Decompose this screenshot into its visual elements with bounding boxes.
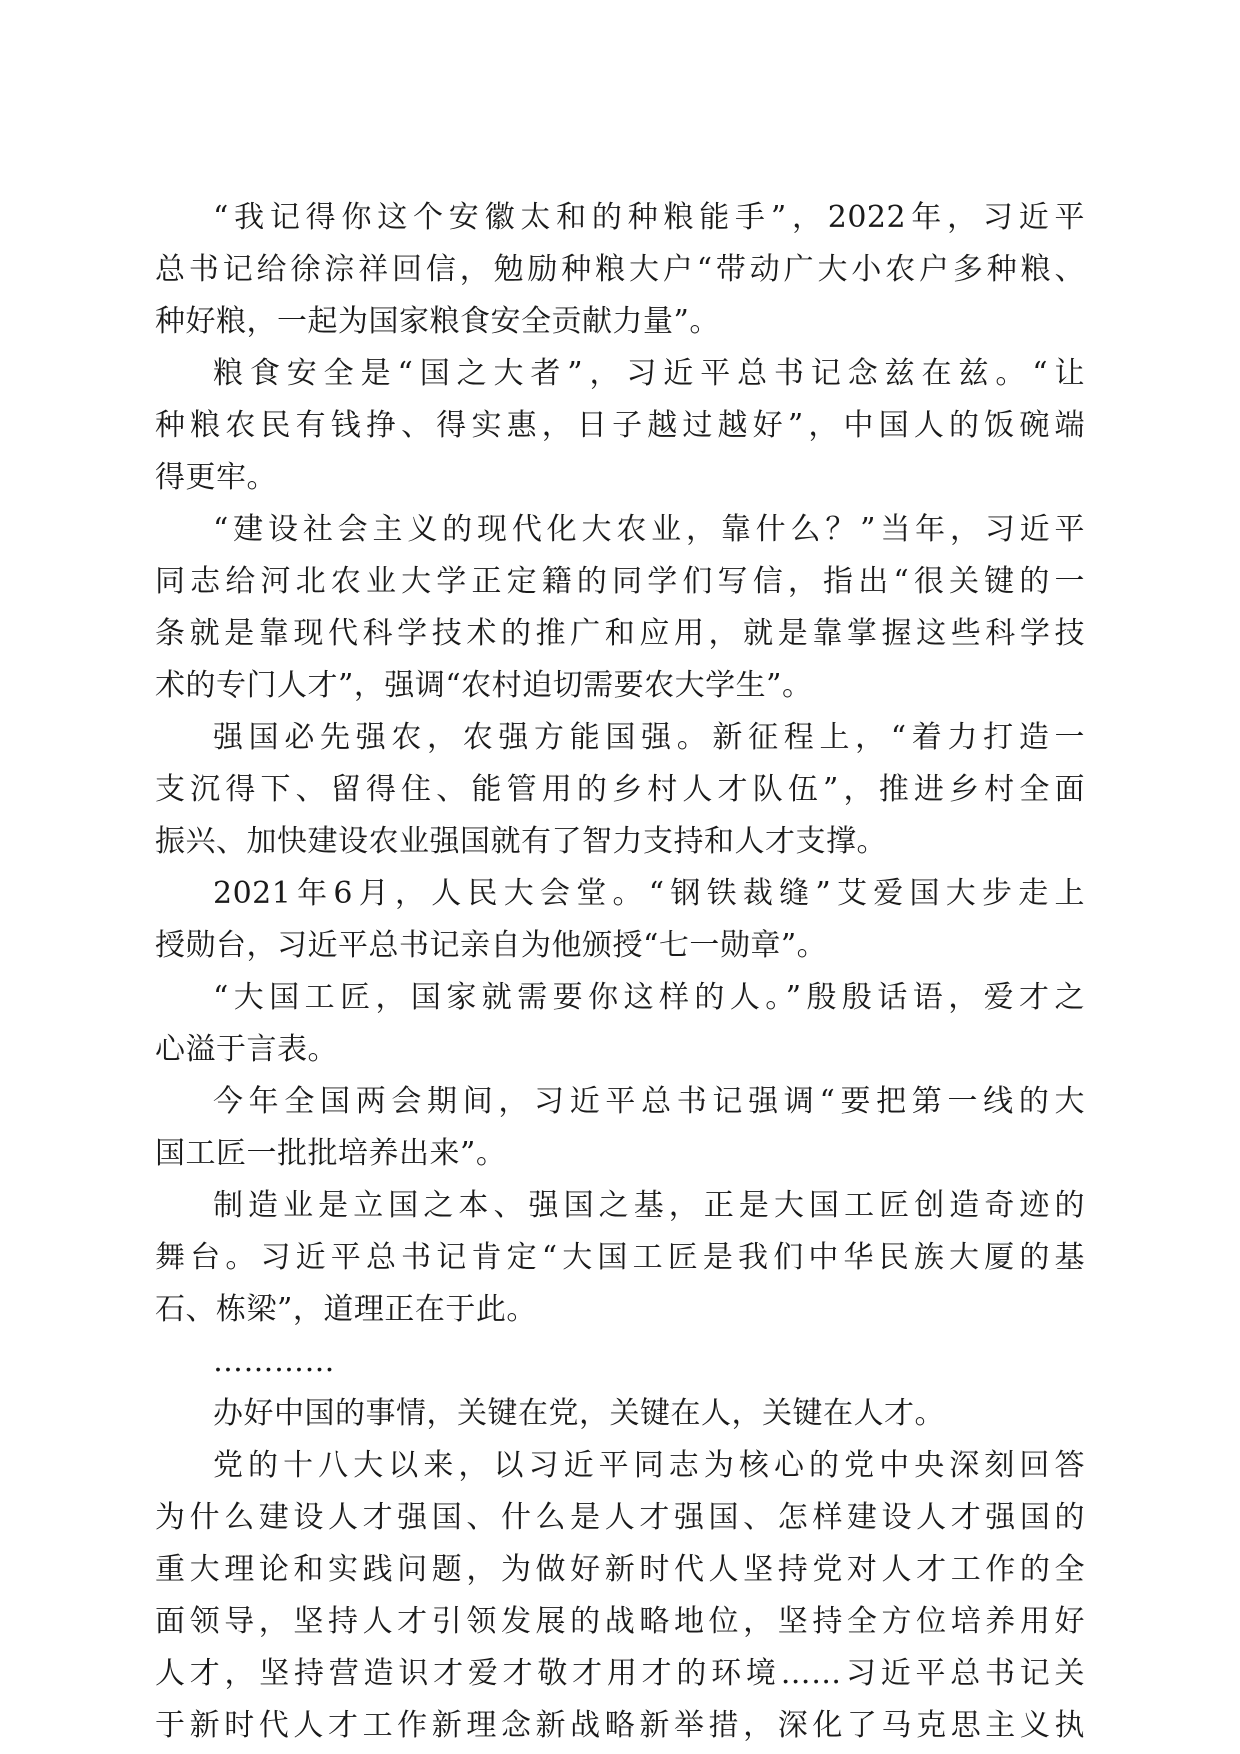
text-line: 种粮农民有钱挣、得实惠，日子越过越好”，中国人的饭碗端: [155, 408, 1085, 443]
text-line: 制造业是立国之本、强国之基，正是大国工匠创造奇迹的: [213, 1188, 1085, 1223]
text-line: 授勋台，习近平总书记亲自为他颁授“七一勋章”。: [155, 928, 828, 963]
text-line: 面领导，坚持人才引领发展的战略地位，坚持全方位培养用好: [155, 1604, 1085, 1639]
text-line: “建设社会主义的现代化大农业，靠什么？”当年，习近平: [213, 512, 1085, 547]
text-line: 国工匠一批批培养出来”。: [155, 1136, 507, 1171]
text-line: 于新时代人才工作新理念新战略新举措，深化了马克思主义执: [155, 1708, 1085, 1743]
text-line: 心溢于言表。: [155, 1032, 338, 1067]
text-line: “大国工匠，国家就需要你这样的人。”殷殷话语，爱才之: [213, 980, 1085, 1015]
text-line: 石、栋梁”，道理正在于此。: [155, 1292, 537, 1327]
text-line: 支沉得下、留得住、能管用的乡村人才队伍”，推进乡村全面: [155, 772, 1085, 807]
text-line: 得更牢。: [155, 460, 277, 495]
text-line: 同志给河北农业大学正定籍的同学们写信，指出“很关键的一: [155, 564, 1085, 599]
text-line: 舞台。习近平总书记肯定“大国工匠是我们中华民族大厦的基: [155, 1240, 1085, 1275]
text-line: 强国必先强农，农强方能国强。新征程上，“着力打造一: [213, 720, 1085, 755]
text-line: 为什么建设人才强国、什么是人才强国、怎样建设人才强国的: [155, 1500, 1085, 1535]
text-line: 2021年6月，人民大会堂。“钢铁裁缝”艾爱国大步走上: [213, 876, 1085, 911]
text-line: 粮食安全是“国之大者”，习近平总书记念兹在兹。“让: [213, 356, 1085, 391]
text-line: 术的专门人才”，强调“农村迫切需要农大学生”。: [155, 668, 813, 703]
text-line: 条就是靠现代科学技术的推广和应用，就是靠掌握这些科学技: [155, 616, 1085, 651]
text-line: 重大理论和实践问题，为做好新时代人坚持党对人才工作的全: [155, 1552, 1085, 1587]
text-line: 总书记给徐淙祥回信，勉励种粮大户“带动广大小农户多种粮、: [155, 252, 1085, 287]
text-line: 办好中国的事情，关键在党，关键在人，关键在人才。: [213, 1396, 945, 1431]
text-line: “我记得你这个安徽太和的种粮能手”，2022年，习近平: [213, 200, 1085, 235]
text-line: 党的十八大以来，以习近平同志为核心的党中央深刻回答: [213, 1448, 1085, 1483]
text-line: 种好粮，一起为国家粮食安全贡献力量”。: [155, 304, 720, 339]
ellipsis-line: …………: [213, 1344, 335, 1379]
text-line: 振兴、加快建设农业强国就有了智力支持和人才支撑。: [155, 824, 887, 859]
text-line: 人才，坚持营造识才爱才敬才用才的环境……习近平总书记关: [155, 1656, 1085, 1691]
text-line: 今年全国两会期间，习近平总书记强调“要把第一线的大: [213, 1084, 1085, 1119]
